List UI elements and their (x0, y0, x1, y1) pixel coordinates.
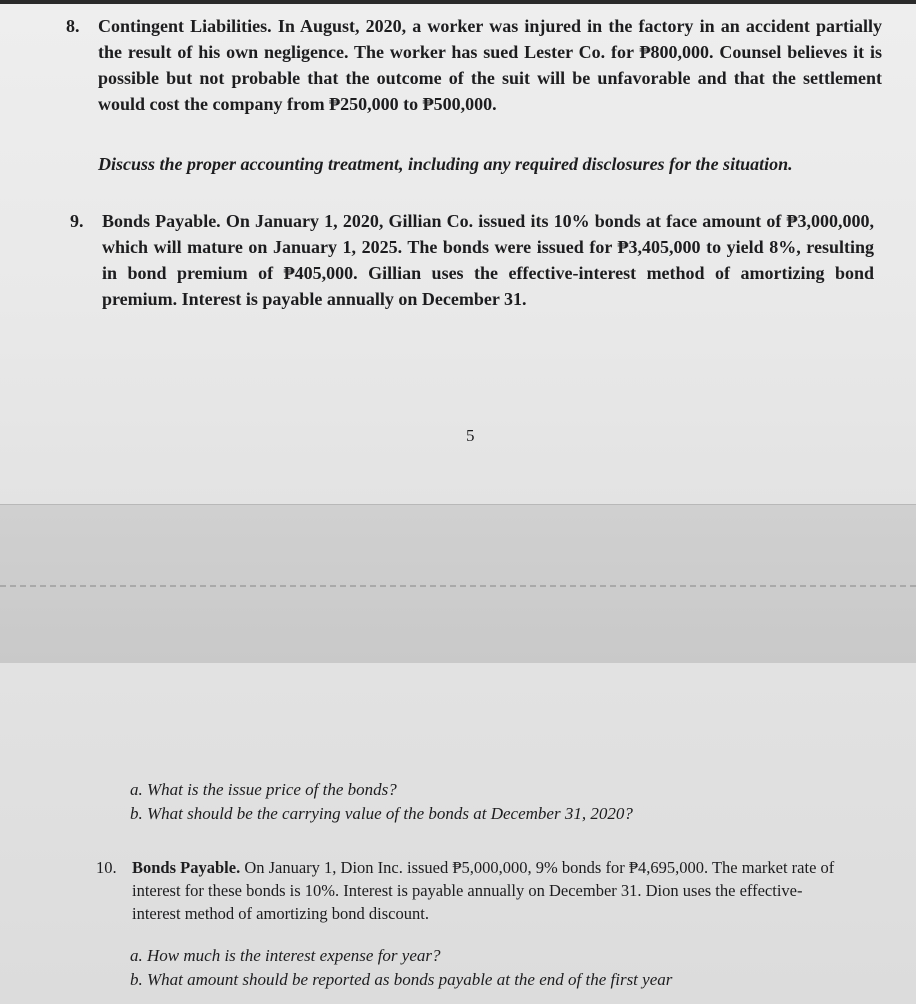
question-9-heading: Bonds Payable. (102, 211, 221, 231)
question-9-number: 9. (70, 211, 84, 231)
page-number: 5 (466, 426, 475, 445)
question-10-sub-b: b. What amount should be reported as bonds payable at the end of the first year (130, 970, 673, 989)
question-8-instruction: Discuss the proper accounting treatment, including any required disclosures for the situation. (98, 154, 793, 174)
question-10-number: 10. (96, 858, 117, 877)
question-9-sub-b: b. What should be the carrying value of the bonds at December 31, 2020? (130, 804, 633, 823)
page-break (0, 504, 916, 664)
question-9-sub-a: a. What is the issue price of the bonds? (130, 780, 397, 799)
question-10-sub-questions (130, 944, 672, 992)
question-8-heading: Contingent Liabilities. (98, 16, 272, 36)
question-9-sub-questions (130, 778, 633, 826)
question-9-body (102, 208, 874, 312)
question-9-text: On January 1, 2020, Gillian Co. issued its 10% bonds at face amount of ₱3,000,000, which will mature on January 1, 2025. The bonds were issued for ₱3,405,000 to yield 8%, resulting in bond premium of ₱405,000. Gillian uses the effective-interest method of amortizing bond premium. Interest is payable annually on December 31. (102, 211, 875, 309)
question-8-body (98, 13, 882, 117)
question-10-heading: Bonds Payable. (132, 858, 241, 877)
question-10-body (132, 856, 850, 925)
question-8-number: 8. (66, 16, 80, 36)
question-8-text: In August, 2020, a worker was injured in the factory in an accident partially the result of his own negligence. The worker has sued Lester Co. for ₱800,000. Counsel believes it is possible but not probable that the outcome of the suit will be unfavorable and that the settlement would cost the company from ₱250,000 to ₱500,000. (98, 16, 882, 114)
question-10-text: On January 1, Dion Inc. issued ₱5,000,000, 9% bonds for ₱4,695,000. The market rate of interest for these bonds is 10%. Interest is payable annually on December 31. Dion uses the effective-interest method of amortizing bond discount. (132, 858, 835, 923)
question-10-sub-a: a. How much is the interest expense for year? (130, 946, 441, 965)
page-break-dashed-line (0, 585, 916, 587)
